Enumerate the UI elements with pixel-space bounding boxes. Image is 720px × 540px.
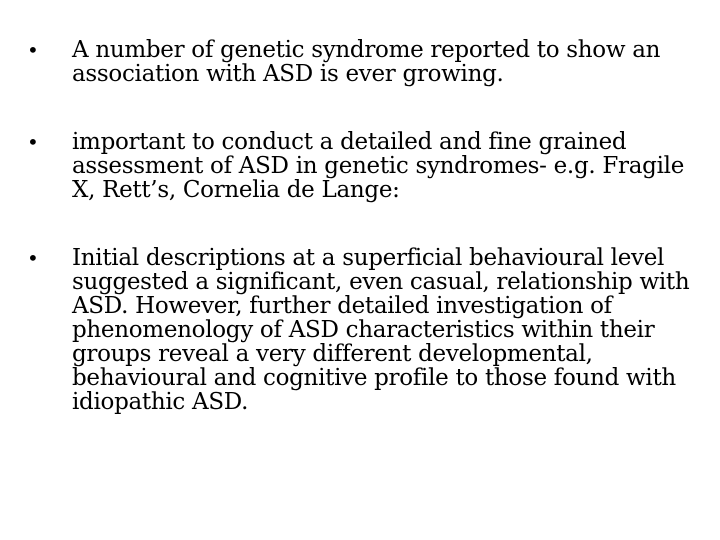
bullet-icon: • [27, 246, 39, 270]
bullet-item-detailed-assessment [27, 130, 707, 202]
bullet-text: A number of genetic syndrome reported to show an association with ASD is ever growing. [72, 37, 661, 87]
bullet-item-genetic-syndromes [27, 38, 707, 86]
bullet-icon: • [27, 38, 39, 62]
bullet-text: important to conduct a detailed and fine grained assessment of ASD in genetic syndromes- e.g. Fragile X, Rett’s, Cornelia de Lange: [72, 129, 685, 203]
bullet-list [27, 38, 707, 414]
bullet-icon: • [27, 130, 39, 154]
bullet-item-initial-descriptions [27, 246, 707, 414]
bullet-text: Initial descriptions at a superficial behavioural level suggested a significant, even casual, relationship with ASD. However, further detailed investigation of phenomenology of ASD characteristics within their groups reveal a very different developmental, behavioural and cognitive profile to those found with idiopathic ASD. [72, 245, 690, 415]
